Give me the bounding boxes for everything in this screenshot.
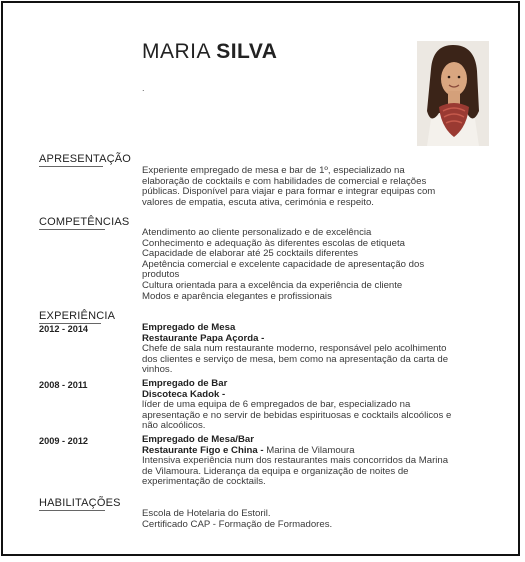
apresentacao-line: valores de empatia, escuta ativa, cerimónia e respeito.: [142, 196, 374, 208]
job-dates: 2009 - 2012: [39, 436, 89, 446]
job-desc-line: líder de uma equipa de 6 empregados de bar, especializado na: [142, 399, 411, 411]
job-desc-line: dos clientes e serviço de mesa, bem como na apresentação da carta de: [142, 353, 449, 365]
competencia-item: Capacidade de elaborar até 25 cocktails diferentes: [142, 248, 358, 260]
job-company: Discoteca Kadok -: [142, 388, 226, 400]
job-role: Empregado de Mesa/Bar: [142, 434, 254, 445]
job-desc-line: não alcoólicos.: [142, 420, 206, 432]
job-desc-line: vinhos.: [142, 364, 173, 376]
job-desc-line: Chefe de sala num restaurante moderno, responsável pelo acolhimento: [142, 343, 447, 355]
last-name: SILVA: [216, 40, 278, 63]
competencia-item: Cultura orientada para a excelência da experiência de cliente: [142, 279, 403, 291]
section-divider: [39, 510, 105, 511]
competencia-item: Apetência comercial e excelente capacidade de apresentação dos: [142, 258, 425, 270]
habilitacao-item: Escola de Hotelaria do Estoril.: [142, 508, 271, 519]
job-dates: 2012 - 2014: [39, 324, 89, 334]
job-desc-line: apresentação e no servir de bebidas espirituosas e cocktails alcoólicos e: [142, 409, 452, 421]
section-title-competencias: COMPETÊNCIAS: [39, 216, 130, 228]
job-role: Empregado de Mesa: [142, 322, 236, 333]
apresentacao-line: públicas. Disponível para viajar e para formar e integrar equipas com: [142, 186, 436, 198]
job-dates: 2008 - 2011: [39, 380, 88, 390]
competencia-item: Conhecimento e adequação às diferentes escolas de etiqueta: [142, 237, 405, 249]
job-role: Empregado de Bar: [142, 378, 228, 389]
section-title-experiencia: EXPERIÊNCIA: [39, 310, 116, 322]
habilitacoes-list: [142, 509, 472, 530]
candidate-name: [142, 40, 277, 64]
competencias-list: [142, 228, 472, 302]
section-title-apresentacao: APRESENTAÇÃO: [39, 153, 132, 165]
job-desc-line: experimentação de cocktails.: [142, 476, 266, 488]
competencia-item: Atendimento ao cliente personalizado e de excelência: [142, 227, 372, 238]
job-entry: [142, 435, 482, 488]
competencia-item: Modos e aparência elegantes e profissionais: [142, 290, 332, 302]
competencia-item: produtos: [142, 269, 180, 281]
section-divider: [39, 229, 105, 230]
section-title-habilitacoes: HABILITAÇÕES: [39, 497, 121, 509]
profile-photo: [417, 41, 489, 146]
apresentacao-line: elaboração de cocktails e com habilidades de comercial e relações: [142, 175, 427, 187]
job-desc-line: Intensiva experiência num dos restaurantes mais concorridos da Marina: [142, 455, 449, 467]
apresentacao-text: [142, 166, 472, 208]
job-company-extra: Marina de Vilamoura: [263, 444, 355, 456]
resume-page: [1, 1, 520, 556]
job-company: Restaurante Papa Açorda -: [142, 332, 265, 344]
job-entry: [142, 379, 482, 432]
job-company: Restaurante Figo e China -: [142, 444, 264, 456]
job-entry: [142, 323, 482, 376]
job-desc-line: de Vilamoura. Liderança da equipa e organização de noites de: [142, 465, 409, 477]
habilitacao-item: Certificado CAP - Formação de Formadores.: [142, 518, 333, 530]
header-dot: .: [142, 83, 145, 93]
section-divider: [39, 166, 103, 167]
apresentacao-line: Experiente empregado de mesa e bar de 1º, especializado na: [142, 165, 405, 176]
first-name: MARIA: [142, 40, 210, 63]
